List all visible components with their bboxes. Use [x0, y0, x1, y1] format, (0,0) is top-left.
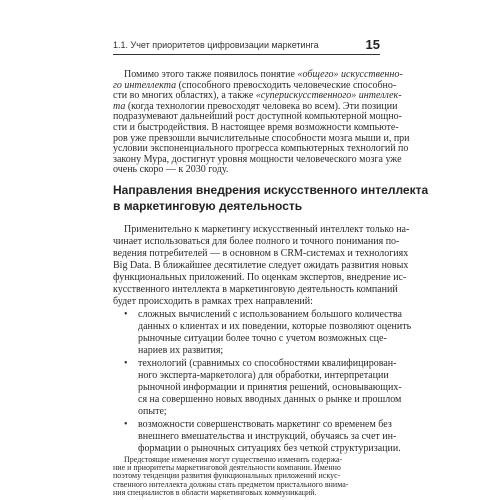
para1-line: чинает использоваться для более полного и точного понимания по- [113, 236, 400, 247]
bullet-marker: • [124, 358, 128, 369]
intro-line: подразумевают дальнейший рост доступной компьютерной мощно- [113, 111, 402, 123]
para2-line: ния специалистов в области маркетинговых коммуникаций. [113, 487, 317, 497]
bullet-marker: • [124, 419, 128, 430]
bullet-line: сложных вычислений с использованием большого количества [138, 309, 402, 320]
intro-line: закону Мура, достигнут уровня мощности человеческого мозга уже [113, 153, 402, 165]
intro-line: та (когда технологии превосходят человека во всем). Эти позиции [113, 100, 398, 112]
intro-line: ров уже превзошли вычислительные способности мозга мыши и, при [113, 132, 410, 144]
section-heading-line: в маркетинговую деятельность [113, 199, 303, 213]
para2-line: ние и приоритеты маркетинговой деятельности компании. Именно [113, 463, 341, 473]
page-number: 15 [365, 37, 380, 52]
bullet-line: данных о клиентах и их поведении, которые позволяют оценить [138, 321, 412, 332]
bullet-marker: • [124, 309, 128, 320]
running-header [113, 37, 380, 55]
bullet-line: рыночной информации и принятия решений, основывающих- [138, 382, 402, 393]
intro-line: Помимо этого также появилось понятие «общего» искусственно- [124, 69, 403, 80]
intro-line: условии экспоненциального прогресса компьютерных технологий по [113, 143, 409, 155]
para1-line: Big Data. В ближайшее десятилетие следует ожидать развития новых [113, 260, 409, 271]
section-heading-line: Направления внедрения искусственного интеллекта [113, 183, 429, 197]
para1-line: функциональных приложений. По оценкам экспертов, внедрение ис- [113, 272, 407, 283]
intro-line: очень скоро — к 2030 году. [113, 164, 229, 176]
bullet-line: ся на совершенно новых вводных данных о рынке и прошлом [138, 394, 402, 405]
para2-line: поэтому тенденции развития функциональных приложений искус- [113, 471, 341, 481]
bullet-line: формации о рыночных ситуациях без четкой структуризации. [138, 443, 401, 454]
bullet-line: опыте; [138, 406, 167, 417]
para2-line: Предстоящие изменения могут существенно изменить содержа- [124, 455, 343, 464]
bullet-line: рыночные ситуации более точно с учетом возможных сце- [138, 333, 387, 344]
bullet-line: ного эксперта-маркетолога) для обработки, интерпретации [138, 370, 389, 381]
section-heading [113, 182, 429, 214]
para1-line: кусственного интеллекта в маркетинговую деятельность компаний [113, 284, 398, 295]
para1-line: Применительно к маркетингу искусственный интеллект только на- [124, 224, 410, 235]
para1-line: будет происходить в рамках трех направлений: [113, 296, 313, 307]
intro-line: сти и быстродействия. В настоящее время возможности компьюте- [113, 122, 399, 133]
bullet-line: возможности совершенствовать маркетинг со временем без [138, 419, 392, 430]
para2-line: ственного интеллекта должны стать предметом пристального внима- [113, 479, 349, 489]
header-title: 1.1. Учет приоритетов цифровизации маркетинга [113, 40, 319, 50]
bullet-line: нариев их развития; [138, 345, 224, 356]
bullet-line: внешнего вмешательства и инструкций, обучаясь за счет ин- [138, 431, 397, 442]
intro-line: го интеллекта (способного превосходить человеческие способно- [113, 79, 397, 91]
bullet-line: технологий (сравнимых со способностями квалифицирован- [138, 358, 397, 369]
para1-line: ведения потребителей — в основном в CRM-системах и технологиях [113, 248, 409, 259]
intro-line: сти во многих областях), а также «суперискусственного» интеллек- [113, 90, 402, 102]
